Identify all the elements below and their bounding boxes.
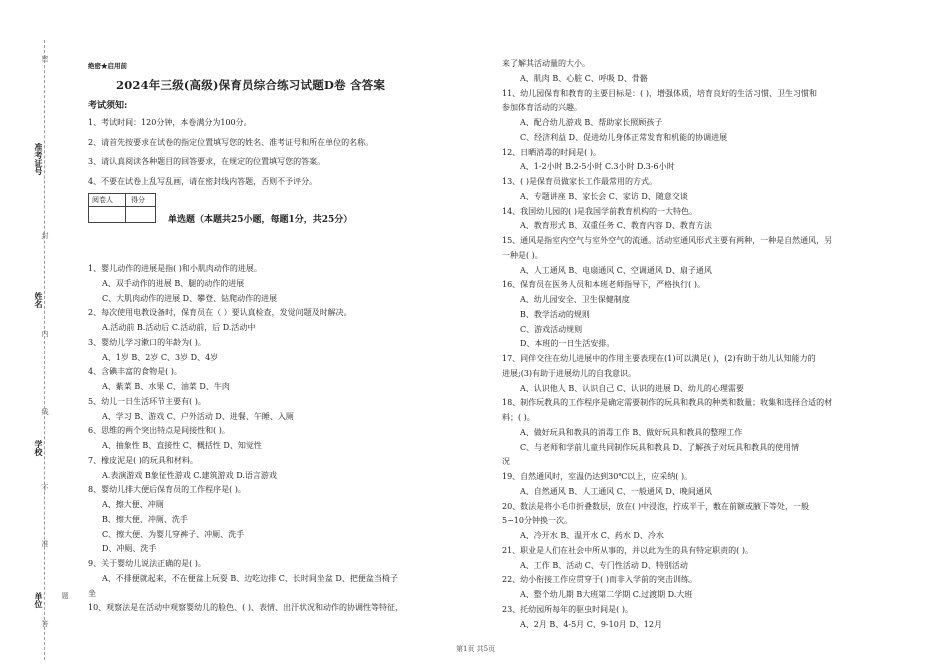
question-line: A、2月 B、4-5月 C、9-10月 D、12月	[520, 619, 662, 629]
question-line: 6、思维的两个突出特点是间接性和( )。	[88, 426, 230, 436]
question-line: A、1岁 B、2岁 C、3岁 D、4岁	[102, 352, 219, 362]
name-label: 姓名	[34, 292, 44, 308]
question-line: A、专题讲座 B、家长会 C、家访 D、随意交谈	[520, 191, 688, 201]
question-line: 10、观察法是在活动中观察婴幼儿的脸色、( )、表情、出汗状况和动作的协调性等特征，	[88, 603, 403, 613]
question-line: 进展;(3)有助于进展幼儿的自我意识。	[502, 368, 637, 378]
seal-mark: 线	[41, 408, 49, 415]
question-line: 8、婴幼儿排大便后保育员的工作程序是( )。	[88, 485, 246, 495]
question-line: 1、婴儿动作的进展是指( )和小肌肉动作的进展。	[88, 264, 262, 273]
question-line: 21、职业是人们在社会中所从事的，并以此为生的具有特定职责的( )。	[502, 545, 753, 555]
question-line: 12、日晒消毒的时间是( )。	[502, 147, 601, 157]
score-box	[88, 193, 156, 223]
seal-mark: 内	[41, 330, 49, 337]
page-number: 第1页 共5页	[456, 645, 496, 653]
notice-item: 3、请认真阅读各种题目的回答要求，在规定的位置填写您的答案。	[88, 157, 326, 166]
question-line: 3、婴幼儿学习漱口的年龄为( )。	[88, 337, 206, 347]
question-line: A、自然通风 B、人工通风 C、一般通风 D、晚间通风	[520, 486, 712, 496]
question-line: 参加体育活动的兴趣。	[502, 103, 582, 113]
question-line: A、1-2小时 B.2-5小时 C.3小时 D.3-6小时	[520, 162, 675, 172]
notice-item: 1、考试时间：120分钟，本卷满分为100分。	[88, 118, 252, 127]
question-line: 9、关于婴幼儿说法正确的是( )。	[88, 559, 206, 568]
question-line: 料；( )。	[502, 413, 535, 422]
question-line: A、抽象性 B、直接性 C、概括性 D、知觉性	[102, 441, 262, 450]
question-line: B、教学活动的规则	[520, 309, 590, 319]
question-line: C、与老师和学前儿童共同制作玩具和教具 D、了解孩子对玩具和教具的使用情	[520, 442, 800, 452]
question-line: A、肌肉 B、心脏 C、呼吸 D、骨骼	[520, 73, 648, 83]
question-line: 5、幼儿一日生活环节主要有( )。	[88, 396, 206, 406]
question-line: 来了解其活动量的大小。	[502, 59, 590, 68]
question-line: A、工作 B、活动 C、专门性活动 D、特别活动	[520, 560, 688, 570]
question-line: C、游戏活动规则	[520, 324, 583, 334]
question-line: 15、通风是指室内空气与室外空气的流通。活动室通风形式主要有两种，一种是自然通风，另	[502, 236, 833, 245]
question-line: 一种是( )。	[502, 250, 543, 260]
question-line: 19、自然通风时，室温仍达到30℃以上，应采纳( )。	[502, 472, 693, 481]
question-line: 7、橡皮泥是( )的玩具和材料。	[88, 455, 198, 465]
question-line: 5~10分钟换一次。	[502, 516, 572, 526]
question-line: 18、制作玩教具的工作程序是确定需要制作的玩具和教具的种类和数量；收集和选择合适的材	[502, 398, 833, 408]
question-line: 4、含碘丰富的食物是( )。	[88, 367, 182, 377]
notice-item: 4、不要在试卷上乱写乱画，请在密封线内答题，否则不予评分。	[88, 177, 318, 186]
notice-item: 2、请首先按要求在试卷的指定位置填写您的姓名、准考证号和所在单位的名称。	[88, 138, 374, 147]
question-line: A、冷开水 B、温开水 C、药水 D、冷水	[520, 531, 664, 540]
score-label: 得分	[131, 196, 145, 204]
question-line: C、大肌肉动作的进展 D、攀登、钻爬动作的进展	[102, 293, 278, 303]
question-line: 13、( )是保育员做家长工作最常用的方式。	[502, 177, 657, 186]
question-line: A、不排便就起来，不在便盆上玩耍 B、边吃边排 C、长时间坐盆 D、把便盆当椅子	[102, 573, 398, 583]
question-line: A.表演游戏 B象征性游戏 C.建筑游戏 D.语言游戏	[102, 470, 277, 480]
seal-mark: 答	[41, 620, 49, 627]
question-line: 20、数法是将小毛巾折叠数层，放在( )中浸泡，拧成半干，敷在前额或腋下等处，一般	[502, 501, 809, 511]
question-line: B、擦大便、冲厕、洗手	[102, 514, 188, 524]
seal-dashed-line	[44, 40, 45, 660]
question-line: A、学习 B、游戏 C、户外活动 D、进餐、午睡、入厕	[102, 411, 294, 421]
seal-mark: 准	[41, 540, 49, 547]
seal-mark: 密	[41, 55, 49, 62]
question-line: A、紫菜 B、水果 C、油菜 D、牛肉	[102, 382, 230, 391]
reviewer-label: 阅卷人	[92, 196, 113, 204]
question-line: A、配合幼儿游戏 B、帮助家长照顾孩子	[520, 118, 663, 127]
question-line: A、双手动作的进展 B、腿的动作的进展	[102, 278, 245, 288]
question-line: C、擦大便、为婴儿穿裤子、冲厕、洗手	[102, 529, 245, 539]
question-line: 况	[502, 457, 510, 467]
seal-mark: 封	[41, 232, 49, 239]
school-label: 学校	[34, 440, 44, 456]
question-line: 16、保育员在医务人员和本班老师指导下，严格执行( )。	[502, 280, 705, 290]
question-line: C、经济利益 D、促进幼儿身体正常发育和机能的协调进展	[520, 132, 728, 142]
exam-id-label: 准考证号	[34, 143, 44, 175]
question-line: D、本班的一日生活安排。	[520, 339, 615, 349]
seal-mark: 题	[61, 592, 69, 599]
question-line: 22、幼小衔接工作应贯穿于( )而非入学前的突击训练。	[502, 575, 697, 585]
page-title: 2024年三级(高级)保育员综合练习试题D卷 含答案	[116, 78, 386, 92]
question-line: A、做好玩具和教具的消毒工作 B、做好玩具和教具的整理工作	[520, 427, 743, 437]
question-line: A.活动前 B.活动后 C.活动前，后 D.活动中	[102, 323, 256, 332]
question-line: 2、每次使用电教设备时，保育员在（ ）要认真检查，发觉问题及时解决。	[88, 308, 352, 318]
question-line: 11、幼儿园保育和教育的主要目标是：( )，增强体质，培育良好的生活习惯、卫生习惯和	[502, 88, 817, 98]
question-line: 坐	[88, 588, 96, 598]
question-line: A、整个幼儿期 B大班第二学期 C.过渡期 D.大班	[520, 590, 693, 599]
section-heading: 单选题（本题共25小题，每题1分，共25分）	[168, 215, 353, 225]
seal-mark: 不	[41, 484, 49, 491]
notice-heading: 考试须知:	[88, 101, 128, 111]
unit-label: 单位	[34, 592, 44, 608]
question-line: A、幼儿园安全、卫生保健制度	[520, 295, 630, 304]
question-line: A、教育形式 B、双重任务 C、教育内容 D、教育方法	[520, 221, 712, 231]
question-line: 23、托幼园所每年的驱虫时间是( )。	[502, 604, 633, 614]
question-line: D、冲厕、洗手	[102, 544, 157, 554]
question-line: A、擦大便、冲厕	[102, 500, 164, 509]
secret-mark: 绝密★启用前	[88, 62, 127, 70]
question-line: 17、同伴交往在幼儿进展中的作用主要表现在(1)可以满足( )，(2)有助于幼儿认知能力的	[502, 354, 816, 363]
question-line: A、认识他人 B、认识自己 C、认识的进展 D、幼儿的心理需要	[520, 383, 744, 393]
question-line: 14、我国幼儿园的( )是我国学前教育机构的一大特色。	[502, 206, 697, 216]
question-line: A、人工通风 B、电扇通风 C、空调通风 D、扇子通风	[520, 265, 712, 275]
